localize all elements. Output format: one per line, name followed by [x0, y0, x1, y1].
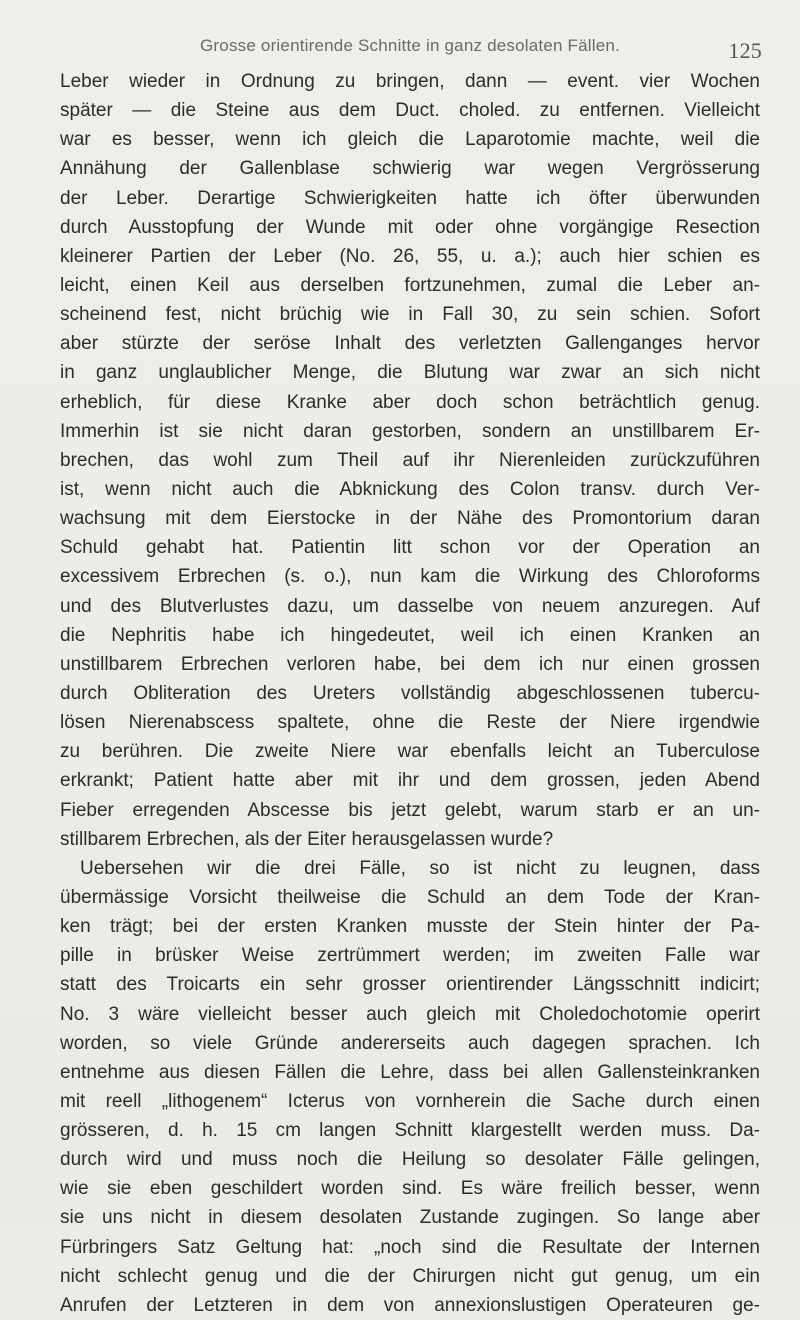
text-line: pille in brüsker Weise zertrümmert werden; im zweiten Falle war — [60, 945, 760, 967]
text-line: die Nephritis habe ich hingedeutet, weil ich einen Kranken an — [60, 624, 760, 646]
text-line: worden, so viele Gründe andererseits auch dagegen sprachen. Ich — [60, 1032, 760, 1054]
text-line: unstillbarem Erbrechen verloren habe, bei dem ich nur einen grossen — [60, 653, 760, 675]
text-line: Leber wieder in Ordnung zu bringen, dann — event. vier Wochen — [60, 71, 760, 92]
text-line: stillbarem Erbrechen, als der Eiter herausgelassen wurde? — [60, 828, 554, 850]
text-line: später — die Steine aus dem Duct. choled. zu entfernen. Vielleicht — [60, 100, 760, 122]
page-number: 125 — [728, 38, 762, 63]
running-head — [60, 36, 760, 64]
text-line: excessivem Erbrechen (s. o.), nun kam die Wirkung des Chloroforms — [60, 566, 760, 588]
text-line: und des Blutverlustes dazu, um dasselbe von neuem anzuregen. Auf — [60, 595, 760, 617]
text-line: durch wird und muss noch die Heilung so desolater Fälle gelingen, — [60, 1149, 760, 1171]
text-line: wie sie eben geschildert worden sind. Es wäre freilich besser, wenn — [60, 1178, 760, 1200]
text-line: Fieber erregenden Abscesse bis jetzt gelebt, warum starb er an un- — [60, 799, 760, 821]
text-line: aber stürzte der seröse Inhalt des verletzten Gallenganges hervor — [60, 333, 760, 355]
text-line: scheinend fest, nicht brüchig wie in Fall 30, zu sein schien. Sofort — [60, 304, 760, 326]
text-line: durch Ausstopfung der Wunde mit oder ohne vorgängige Resection — [60, 216, 760, 238]
text-line: durch Obliteration des Ureters vollständig abgeschlossenen tubercu- — [60, 682, 760, 704]
text-line: leicht, einen Keil aus derselben fortzunehmen, zumal die Leber an- — [60, 274, 760, 296]
text-line: ken trägt; bei der ersten Kranken musste der Stein hinter der Pa- — [60, 916, 760, 938]
text-line: Immerhin ist sie nicht daran gestorben, sondern an unstillbarem Er- — [60, 420, 760, 442]
text-line: No. 3 wäre vielleicht besser auch gleich mit Choledochotomie operirt — [60, 1003, 760, 1025]
text-line: grösseren, d. h. 15 cm langen Schnitt klargestellt werden muss. Da- — [60, 1120, 760, 1142]
body-text — [60, 67, 760, 1320]
text-line: brechen, das wohl zum Theil auf ihr Nierenleiden zurückzuführen — [60, 449, 760, 471]
text-line: Schuld gehabt hat. Patientin litt schon vor der Operation an — [60, 537, 760, 559]
text-line: statt des Troicarts ein sehr grosser orientirender Längsschnitt indicirt; — [60, 974, 760, 996]
paragraph-start-line: Uebersehen wir die drei Fälle, so ist nicht zu leugnen, dass — [80, 857, 760, 879]
text-line: entnehme aus diesen Fällen die Lehre, dass bei allen Gallensteinkranken — [60, 1061, 760, 1083]
text-line: erkrankt; Patient hatte aber mit ihr und dem grossen, jeden Abend — [60, 770, 760, 792]
text-line: Annähung der Gallenblase schwierig war wegen Vergrösserung — [60, 158, 760, 180]
running-head-title: Grosse orientirende Schnitte in ganz desolaten Fällen. — [200, 36, 620, 55]
text-line: ist, wenn nicht auch die Abknickung des Colon transv. durch Ver- — [60, 478, 760, 500]
text-line: sie uns nicht in diesem desolaten Zustande zugingen. So lange aber — [60, 1207, 760, 1229]
text-line: übermässige Vorsicht theilweise die Schuld an dem Tode der Kran- — [60, 886, 760, 908]
text-line: erheblich, für diese Kranke aber doch schon beträchtlich genug. — [60, 391, 760, 413]
text-line: Anrufen der Letzteren in dem von annexionslustigen Operateuren ge- — [60, 1294, 760, 1316]
text-line: der Leber. Derartige Schwierigkeiten hatte ich öfter überwunden — [60, 187, 760, 209]
text-line: lösen Nierenabscess spaltete, ohne die Reste der Niere irgendwie — [60, 712, 760, 734]
text-line: Fürbringers Satz Geltung hat: „noch sind die Resultate der Internen — [60, 1236, 760, 1258]
text-line: wachsung mit dem Eierstocke in der Nähe des Promontorium daran — [60, 508, 760, 530]
text-line: zu berühren. Die zweite Niere war ebenfalls leicht an Tuberculose — [60, 741, 760, 763]
text-line: in ganz unglaublicher Menge, die Blutung war zwar an sich nicht — [60, 362, 760, 384]
text-line: mit reell „lithogenem“ Icterus von vornherein die Sache durch einen — [60, 1090, 760, 1112]
text-line: war es besser, wenn ich gleich die Laparotomie machte, weil die — [60, 129, 760, 151]
text-line: nicht schlecht genug und die der Chirurgen nicht gut genug, um ein — [60, 1265, 760, 1287]
text-line: kleinerer Partien der Leber (No. 26, 55, u. a.); auch hier schien es — [60, 245, 760, 267]
